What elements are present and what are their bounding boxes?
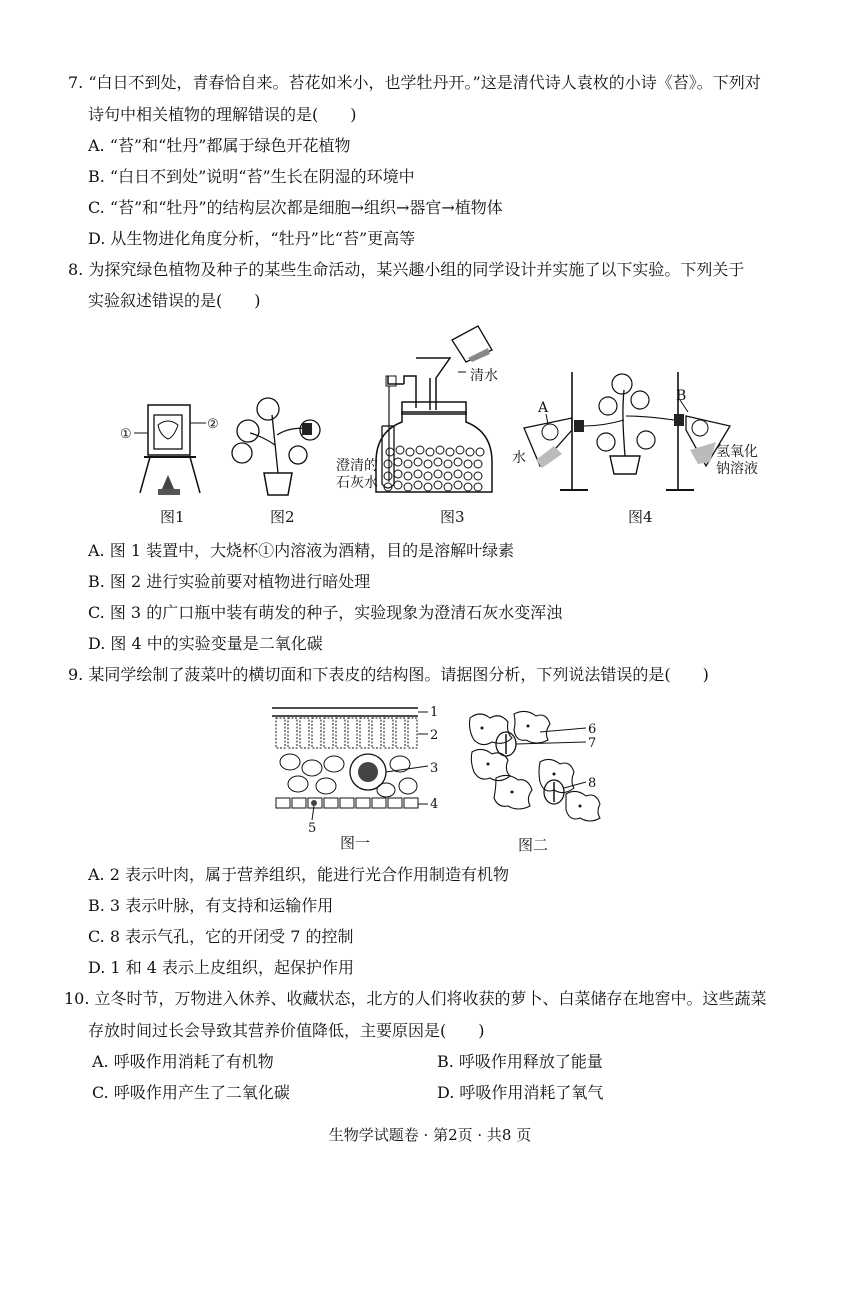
q7-stem-line1: 7. “白日不到处，青春恰自来。苔花如米小，也学牡丹开。”这是清代诗人袁枚的小诗《苔》。下列对 xyxy=(68,73,761,92)
fig4-label-b: B xyxy=(676,388,687,404)
q8-option-d: D. 图 4 中的实验变量是二氧化碳 xyxy=(88,634,323,653)
fig-a-num-2: 2 xyxy=(430,728,439,743)
q8-caption-4: 图4 xyxy=(628,508,653,526)
q9-option-b: B. 3 表示叶脉，有支持和运输作用 xyxy=(88,896,334,915)
q8-option-c: C. 图 3 的广口瓶中装有萌发的种子，实验现象为澄清石灰水变浑浊 xyxy=(88,603,563,622)
q10-stem-line2: 存放时间过长会导致其营养价值降低，主要原因是( ) xyxy=(88,1021,485,1040)
q7-option-c: C. “苔”和“牡丹”的结构层次都是细胞→组织→器官→植物体 xyxy=(88,198,503,217)
q10-option-a: A. 呼吸作用消耗了有机物 xyxy=(92,1052,274,1071)
q10-option-b: B. 呼吸作用释放了能量 xyxy=(437,1052,603,1071)
q8-figure-3 xyxy=(332,322,532,502)
q9-figure-1 xyxy=(268,702,468,842)
fig3-label-water: 清水 xyxy=(470,368,498,384)
fig-a-num-1: 1 xyxy=(430,705,439,720)
q9-option-a: A. 2 表示叶肉，属于营养组织，能进行光合作用制造有机物 xyxy=(88,865,509,884)
q7-stem-line2: 诗句中相关植物的理解错误的是( ) xyxy=(88,105,357,124)
q9-caption-1: 图一 xyxy=(340,834,371,852)
q8-figure-2 xyxy=(228,395,328,500)
fig4-label-naoh-2: 钠溶液 xyxy=(716,461,758,477)
q9-figure-2 xyxy=(462,708,622,828)
fig4-label-a: A xyxy=(538,400,549,416)
q10-stem-line1: 10. 立冬时节，万物进入休养、收藏状态，北方的人们将收获的萝卜、白菜储存在地窖中。这些蔬菜 xyxy=(64,989,767,1008)
q8-option-b: B. 图 2 进行实验前要对植物进行暗处理 xyxy=(88,572,371,591)
q7-option-b: B. “白日不到处”说明“苔”生长在阴湿的环境中 xyxy=(88,167,415,186)
fig4-label-naoh-1: 氢氧化 xyxy=(716,444,758,460)
fig1-label-1: ① xyxy=(120,427,132,442)
fig-b-num-6: 6 xyxy=(588,722,597,737)
q8-caption-1: 图1 xyxy=(160,508,185,526)
fig1-label-2: ② xyxy=(207,417,219,432)
q10-option-d: D. 呼吸作用消耗了氧气 xyxy=(437,1083,604,1102)
fig4-label-water: 水 xyxy=(512,450,526,466)
q8-figure-4 xyxy=(510,370,800,495)
q7-option-a: A. “苔”和“牡丹”都属于绿色开花植物 xyxy=(88,136,351,155)
q8-figure-1 xyxy=(118,385,228,500)
q8-caption-2: 图2 xyxy=(270,508,295,526)
page-footer: 生物学试题卷 · 第2页 · 共8 页 xyxy=(328,1126,532,1144)
fig3-label-limewater-2: 石灰水 xyxy=(336,475,378,491)
fig3-label-limewater-1: 澄清的 xyxy=(336,458,378,474)
q8-option-a: A. 图 1 装置中，大烧杯①内溶液为酒精，目的是溶解叶绿素 xyxy=(88,541,515,560)
q9-option-c: C. 8 表示气孔，它的开闭受 7 的控制 xyxy=(88,927,354,946)
q8-stem-line1: 8. 为探究绿色植物及种子的某些生命活动，某兴趣小组的同学设计并实施了以下实验。下列关于 xyxy=(68,260,745,279)
fig-a-num-5: 5 xyxy=(308,821,317,836)
q9-caption-2: 图二 xyxy=(518,836,549,854)
fig-a-num-4: 4 xyxy=(430,797,439,812)
q8-caption-3: 图3 xyxy=(440,508,465,526)
fig-a-num-3: 3 xyxy=(430,761,439,776)
q7-option-d: D. 从生物进化角度分析，“牡丹”比“苔”更高等 xyxy=(88,229,416,248)
q8-stem-line2: 实验叙述错误的是( ) xyxy=(88,291,261,310)
q9-option-d: D. 1 和 4 表示上皮组织，起保护作用 xyxy=(88,958,355,977)
fig-b-num-7: 7 xyxy=(588,736,597,751)
q10-option-c: C. 呼吸作用产生了二氧化碳 xyxy=(92,1083,290,1102)
fig-b-num-8: 8 xyxy=(588,776,597,791)
q9-stem: 9. 某同学绘制了菠菜叶的横切面和下表皮的结构图。请据图分析，下列说法错误的是( ) xyxy=(68,665,709,684)
